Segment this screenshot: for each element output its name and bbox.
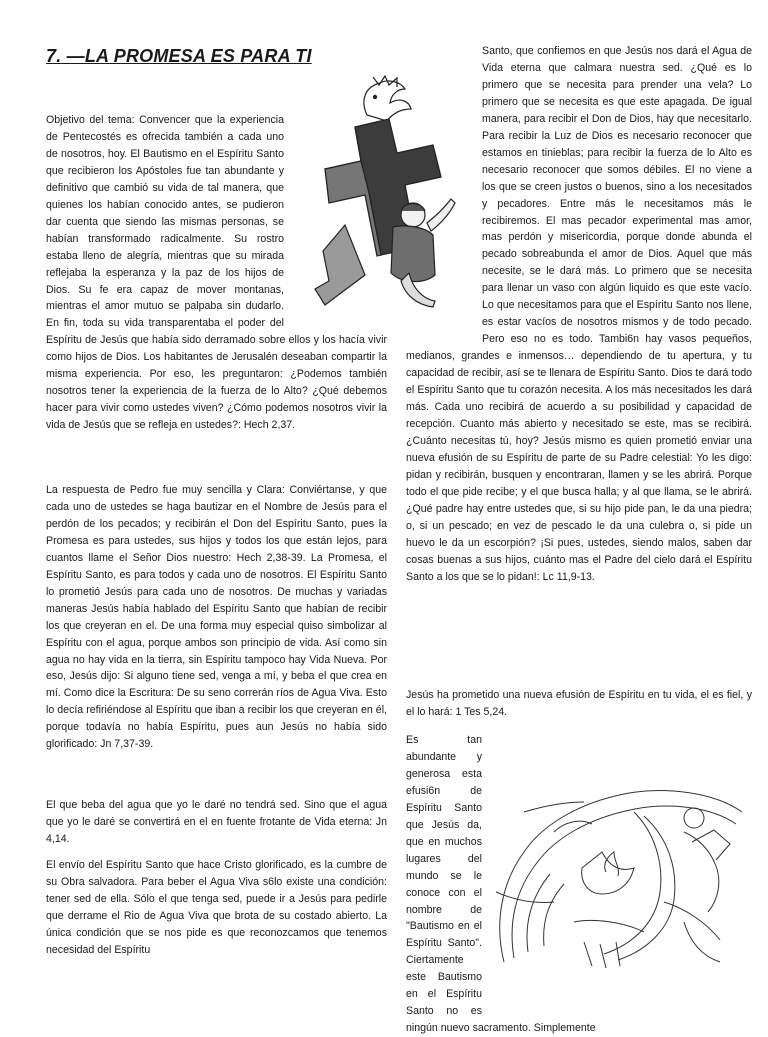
cross-dove-icon [305,75,475,315]
right-paragraph-2-text: Jesús ha prometido una nueva efusión de Espíritu en tu vida, el es fiel, y el lo hará: 1 Tes 5,24. [406,689,752,718]
right-paragraph-3-text: Es tan abundante y generosa esta efusi6n de Espíritu Santo que Jesús da, que en muchos lugares del mundo se le conoce con el nombre de "Bautismo en el Espíritu Santo". Ciertamente este Bautismo en el Espíritu Santo no es ningún nuevo sacramento. Simplemente [406,734,596,1035]
baptism-illustration [484,772,752,972]
left-paragraph-4 [46,857,387,959]
cross-dove-illustration [305,75,475,315]
left-paragraph-1-text: Objetivo del tema: Convencer que la experiencia de Pentecostés es ofrecida también a cada uno de nosotros, hoy. El Bautismo en el Espíritu Santo que recibieron los Apóstoles fue tan abundante y definitivo que cambió su vida de tal manera, que quienes los habían conocido antes, se pudieron dar cuenta que siendo las mismas personas, se habían transformado radicalmente. Su rostro estaba lleno de alegría, mientras que su mirada reflejaba la esperanza y la paz de los hijos de Dios. Su fe era capaz de mover montanas, mientras el amor mutuo se palpaba sin dudarlo. En fin, toda su vida transparentaba el poder del Espíritu de Jesús que había sido derramado sobre ellos y los hacía vivir como hijos de Dios. Los habitantes de Jerusalén deseaban compartir la misma experiencia. Por eso, les preguntaron: ¿Podemos también nosotros tener la experiencia de la fuerza de lo Alto? ¿Qué debemos hacer para vivir como ustedes viven? ¿Cómo podemos nosotros vivir la vida de Jesús que se refleja en ustedes?: Hech 2,37. [46,114,387,432]
left-paragraph-2 [46,482,387,753]
right-paragraph-1-text: Santo, que confiemos en que Jesús nos dará el Agua de Vida eterna que calmara nuestra sed. ¿Qué es lo primero que se necesita para prender una vela? Lo primero que se necesita es que este apagada. De igual manera, para recibir el Don de Dios, hay que necesitarlo. Para recibir la Luz de Dios es necesario reconocer que estamos en tinieblas; para recibir la fuerza de lo Alto es necesario reconocer que somos débiles. El no viene a los que se creen justos o buenos, sino a los necesitados y pecadores. Entre más le necesitamos más le recibiremos. El mas pecador experimental mas amor, mas perdón y misericordia, porque donde abunda el pecado sobreabunda el amor de Dios. Aquel que más necesite, se le dará más. Lo primero que se necesita para llenar un vaso con algún liquido es que este vacío. Lo que necesitamos para que el Espíritu Santo nos llene, es estar vacíos de nosotros mismos y de todo pecado. Pero eso no es todo. Tambi6n hay vasos pequeños, medianos, grandes e inmensos… dependiendo de tu apertura, y tu capacidad de recibir, así se te llenara de Espíritu Santo. Dios te dará todo el Espíritu Santo que tu corazón necesita. A los más necesitados les dará más. Cada uno recibirá de acuerdo a su posibilidad y capacidad de recepción. Cuanto más abierto y necesitado se este, mas se recibirá. ¿Cuánto necesitas tú, hoy? Jesús mismo es quien prometió enviar una nueva efusión de su Espíritu de parte de su Padre celestial: Yo les digo: pidan y recibirán, busquen y encontraran, llamen y se les abrirá. Porque todo el que pide recibe; y el que busca halla; y al que llama, se le abrirá. ¿Qué padre hay entre ustedes que, si su hijo pide pan, le da una piedra; o, si un pescado; en vez de pescado le da una culebra o, si pide un huevo le da un escorpión? ¡Si pues, ustedes, siendo malos, saben dar cosas buenas a sus hijos, cuánto mas el Padre del cielo dará el Espíritu Santo a los que se lo pidan!: Lc 11,9-13. [406,45,752,583]
left-paragraph-2-text: La respuesta de Pedro fue muy sencilla y Clara: Conviértanse, y que cada uno de ustedes se haga bautizar en el Nombre de Jesús para el perdón de los pecados; y recibirán el Don del Espíritu Santo, pues la Promesa es para ustedes, sus hijos y todos los que están lejos, para cuantos llame el Señor Dios nuestro: Hech 2,38-39. La Promesa, el Espíritu Santo, es para todos y cada uno de nosotros. El Espíritu Santo lo prometió Jesús para cada uno de nosotros. De muchas y variadas maneras Jesús había hablado del Espíritu Santo que habían de recibir los que creyeran en el. De una forma muy especial quiso simbolizar al Espíritu con el agua, porque ambos son principio de vida. Así como sin agua no hay vida en la tierra, sin Espíritu tampoco hay Vida Nueva. Por eso, Jesús dijo: Si alguno tiene sed, venga a mí, y beba el que crea en mí. Como dice la Escritura: De su seno correrán ríos de Agua Viva. Esto lo decía refiriéndose al Espíritu que iban a recibir los que creyeran en él, porque todavía no había Espíritu, pues aun Jesús no había sido glorificado: Jn 7,37-39. [46,484,387,751]
left-paragraph-3 [46,797,387,848]
left-paragraph-4-text: El envío del Espíritu Santo que hace Cristo glorificado, es la cumbre de su Obra salvadora. Para beber el Agua Viva s6lo existe una condición: tener sed de ella. Sólo el que tenga sed, puede ir a Jesús para pedirle que derrame el Rio de Agua Viva que brota de su costado abierto. La única condición que se nos pide es que reconozcamos que tenemos necesidad del Espíritu [46,859,387,956]
right-paragraph-2 [406,687,752,721]
hands-flame-icon [484,772,752,972]
left-paragraph-3-text: El que beba del agua que yo le daré no tendrá sed. Sino que el agua que yo le daré se convertirá en el en fuente frotante de Vida eterna: Jn 4,14. [46,799,387,845]
page-title: 7. —LA PROMESA ES PARA TI [46,46,312,66]
